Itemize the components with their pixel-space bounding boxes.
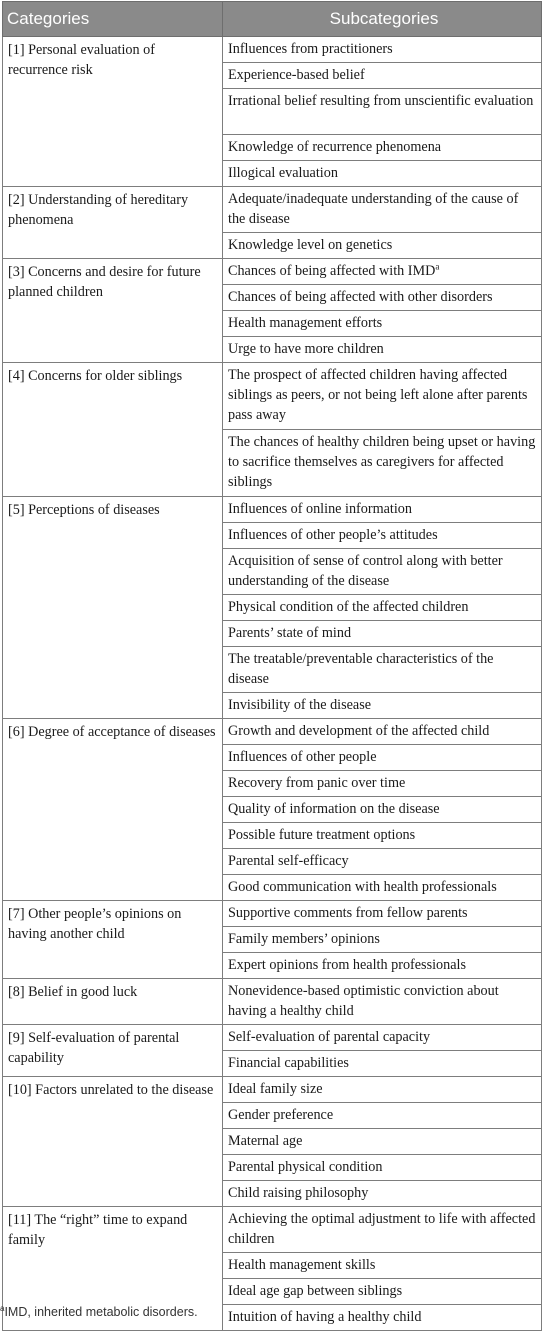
subcategory-cell: Expert opinions from health professionals	[223, 953, 542, 979]
table-row	[3, 497, 542, 523]
table-row	[3, 979, 542, 1025]
subcategory-cell: Good communication with health professionals	[223, 875, 542, 901]
subcategory-cell: Quality of information on the disease	[223, 797, 542, 823]
subcategory-cell: The treatable/preventable characteristics of the disease	[223, 647, 542, 693]
footnote-mark: a	[435, 261, 440, 272]
subcategory-cell: Experience-based belief	[223, 63, 542, 89]
subcategory-cell: Influences of other people	[223, 745, 542, 771]
category-cell: [3] Concerns and desire for future planned children	[3, 259, 223, 363]
subcategory-cell: Acquisition of sense of control along with better understanding of the disease	[223, 549, 542, 595]
categories-header: Categories	[3, 2, 223, 37]
subcategory-cell: Gender preference	[223, 1103, 542, 1129]
header-row	[3, 2, 542, 37]
category-cell: [9] Self-evaluation of parental capability	[3, 1025, 223, 1077]
category-cell: [10] Factors unrelated to the disease	[3, 1077, 223, 1207]
subcategory-cell: Growth and development of the affected child	[223, 719, 542, 745]
subcategory-cell: Irrational belief resulting from unscientific evaluation	[223, 89, 542, 135]
category-cell: [4] Concerns for older siblings	[3, 363, 223, 497]
table-footnote	[0, 1305, 198, 1319]
subcategory-cell: The chances of healthy children being upset or having to sacrifice themselves as caregivers for affected siblings	[223, 430, 542, 497]
subcategory-cell: Health management skills	[223, 1253, 542, 1279]
subcategory-cell: Parental physical condition	[223, 1155, 542, 1181]
subcategory-cell: Supportive comments from fellow parents	[223, 901, 542, 927]
subcategory-cell: Invisibility of the disease	[223, 693, 542, 719]
table-row	[3, 1207, 542, 1253]
category-cell: [2] Understanding of hereditary phenomena	[3, 187, 223, 259]
categories-table	[2, 1, 542, 1331]
subcategory-cell: Physical condition of the affected children	[223, 595, 542, 621]
category-cell: [1] Personal evaluation of recurrence risk	[3, 37, 223, 187]
table-row	[3, 363, 542, 430]
subcategory-cell: Maternal age	[223, 1129, 542, 1155]
subcategory-cell: Urge to have more children	[223, 337, 542, 363]
footnote-mark: a	[0, 1303, 5, 1313]
table-row	[3, 37, 542, 63]
category-cell: [7] Other people’s opinions on having another child	[3, 901, 223, 979]
category-cell: [6] Degree of acceptance of diseases	[3, 719, 223, 901]
subcategory-cell: Nonevidence-based optimistic conviction about having a healthy child	[223, 979, 542, 1025]
table-row	[3, 1077, 542, 1103]
subcategory-cell: Knowledge level on genetics	[223, 233, 542, 259]
category-cell: [5] Perceptions of diseases	[3, 497, 223, 719]
category-cell: [11] The “right” time to expand family	[3, 1207, 223, 1331]
subcategory-cell	[223, 259, 542, 285]
subcategory-cell: Adequate/inadequate understanding of the cause of the disease	[223, 187, 542, 233]
table-row	[3, 187, 542, 233]
subcategory-cell: Possible future treatment options	[223, 823, 542, 849]
table-row	[3, 901, 542, 927]
subcategory-cell: Intuition of having a healthy child	[223, 1305, 542, 1331]
subcategory-cell: Ideal age gap between siblings	[223, 1279, 542, 1305]
subcategory-cell: Health management efforts	[223, 311, 542, 337]
subcategory-cell: Financial capabilities	[223, 1051, 542, 1077]
subcategory-cell: Self-evaluation of parental capacity	[223, 1025, 542, 1051]
subcategory-cell: Illogical evaluation	[223, 161, 542, 187]
table-row	[3, 719, 542, 745]
table-row	[3, 1025, 542, 1051]
footnote-text: IMD, inherited metabolic disorders.	[4, 1305, 198, 1319]
category-cell: [8] Belief in good luck	[3, 979, 223, 1025]
subcategory-cell: The prospect of affected children having affected siblings as peers, or not being left alone after parents pass away	[223, 363, 542, 430]
subcategory-text: Chances of being affected with IMD	[228, 263, 436, 279]
subcategory-cell: Knowledge of recurrence phenomena	[223, 135, 542, 161]
subcategory-cell: Influences of other people’s attitudes	[223, 523, 542, 549]
subcategory-cell: Family members’ opinions	[223, 927, 542, 953]
table-row	[3, 259, 542, 285]
subcategories-header: Subcategories	[223, 2, 542, 37]
subcategory-cell: Chances of being affected with other disorders	[223, 285, 542, 311]
subcategory-cell: Parental self-efficacy	[223, 849, 542, 875]
subcategory-cell: Influences from practitioners	[223, 37, 542, 63]
subcategory-cell: Recovery from panic over time	[223, 771, 542, 797]
subcategory-cell: Ideal family size	[223, 1077, 542, 1103]
subcategory-cell: Influences of online information	[223, 497, 542, 523]
subcategory-cell: Achieving the optimal adjustment to life with affected children	[223, 1207, 542, 1253]
subcategory-cell: Parents’ state of mind	[223, 621, 542, 647]
subcategory-cell: Child raising philosophy	[223, 1181, 542, 1207]
